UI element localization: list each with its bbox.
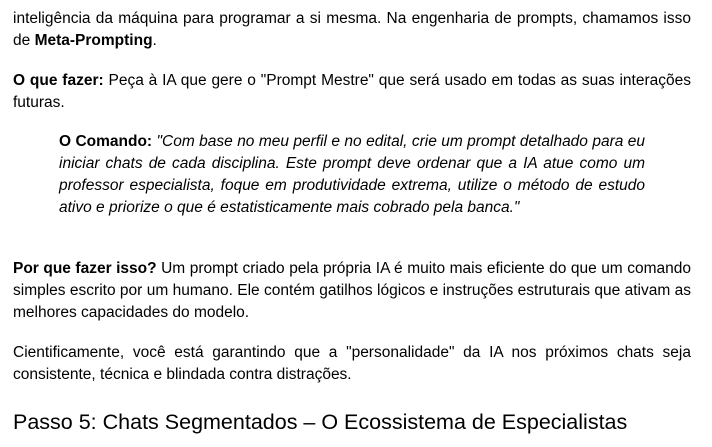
why-text: Um prompt criado pela própria IA é muito mais eficiente do que um comando simples escrito por um humano. Ele contém gatilhos lógicos e instruções estruturais que ativam as melhores capacidades do modelo.: [13, 260, 691, 321]
paragraph-scientifically: Cientificamente, você está garantindo que a "personalidade" da IA nos próximos chats seja consistente, técnica e blindada contra distrações.: [13, 344, 691, 383]
paragraph-meta-prompting: [13, 8, 691, 52]
command-quote: [59, 131, 645, 219]
command-text: "Com base no meu perfil e no edital, crie um prompt detalhado para eu iniciar chats de cada disciplina. Este prompt deve ordenar que a IA atue como um professor especialista, foque em produtividade extrema, utilize o método de estudo ativo e priorize o que é estatisticamente mais cobrado pela banca.": [59, 133, 646, 216]
paragraph-tail: .: [152, 32, 157, 49]
paragraph-what-to-do: [13, 70, 691, 114]
what-to-do-label: O que fazer:: [13, 72, 104, 89]
paragraph-why: [13, 258, 691, 324]
paragraph-text: inteligência da máquina para programar a si mesma. Na engenharia de prompts, chamamos isso de: [13, 10, 691, 49]
command-label: O Comando:: [59, 133, 153, 150]
what-to-do-text: Peça à IA que gere o "Prompt Mestre" que será usado em todas as suas interações futuras.: [13, 72, 691, 111]
why-label: Por que fazer isso?: [13, 260, 157, 277]
section-heading: Passo 5: Chats Segmentados – O Ecossistema de Especialistas: [13, 410, 628, 434]
meta-prompting-term: Meta-Prompting: [34, 32, 153, 49]
